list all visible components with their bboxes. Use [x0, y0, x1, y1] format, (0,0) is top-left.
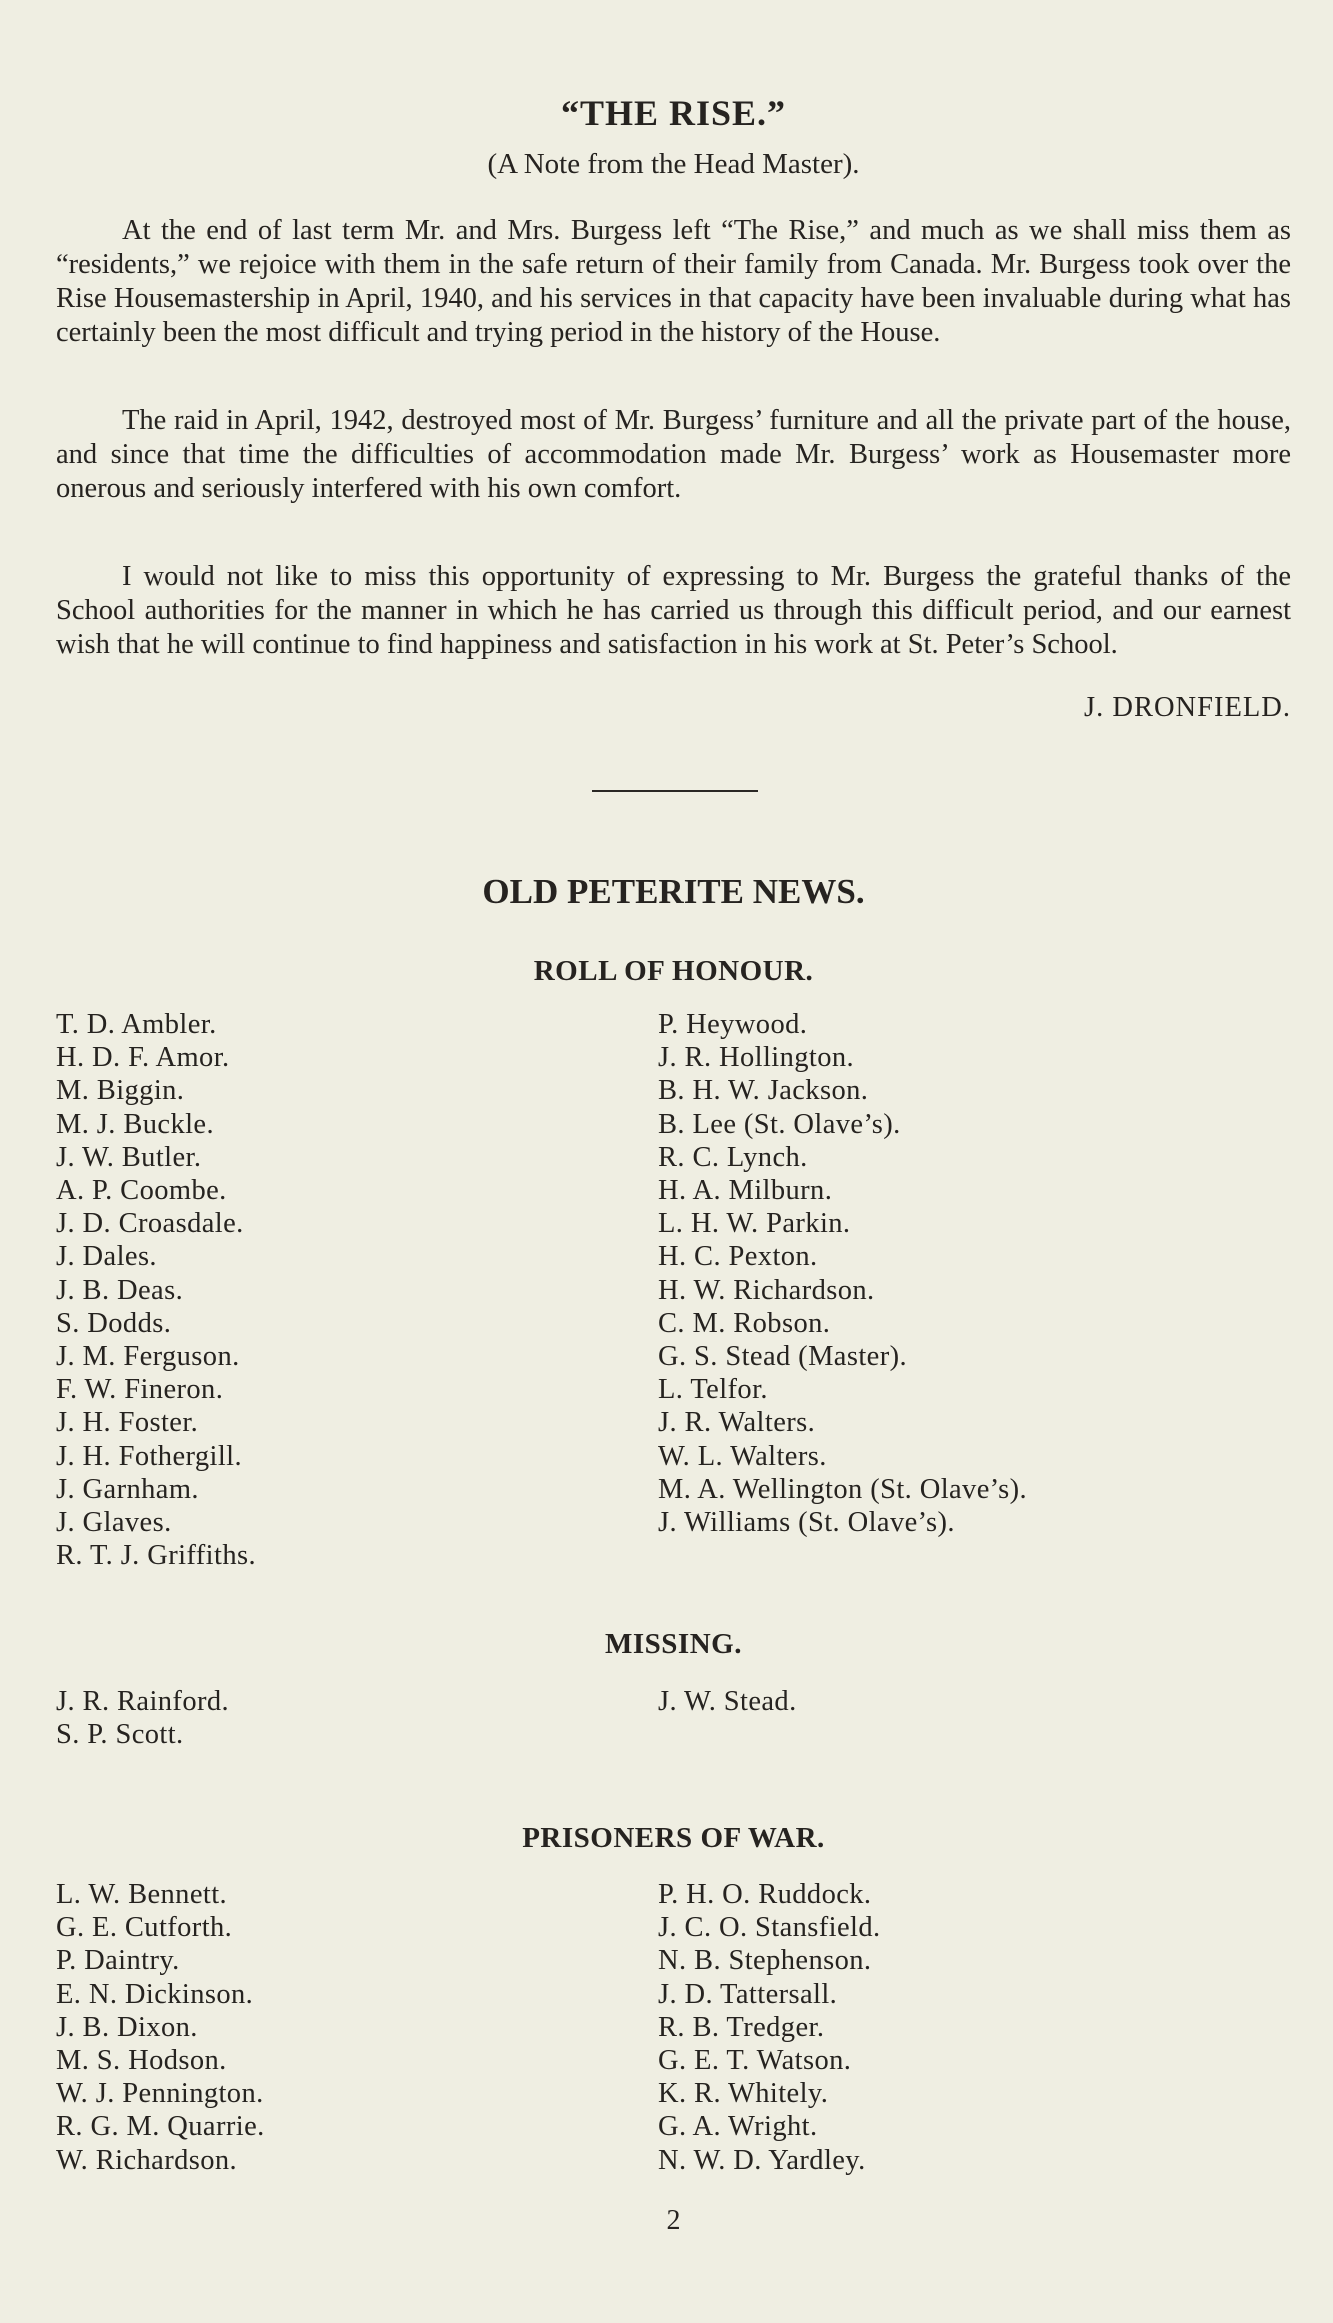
name-entry: P. H. O. Ruddock.: [658, 1879, 872, 1910]
name-entry: R. T. J. Griffiths.: [56, 1540, 256, 1572]
prisoners-of-war-left-column: [56, 1878, 265, 2177]
name-entry: J. M. Ferguson.: [56, 1341, 240, 1373]
page-number: 2: [666, 2205, 681, 2236]
name-entry: A. P. Coombe.: [56, 1175, 227, 1207]
name-entry: T. D. Ambler.: [56, 1009, 217, 1040]
name-entry: J. Glaves.: [56, 1507, 172, 1539]
name-entry: J. D. Croasdale.: [56, 1208, 244, 1240]
name-entry: J. W. Stead.: [658, 1686, 797, 1717]
name-entry: R. C. Lynch.: [658, 1141, 808, 1173]
name-entry: J. D. Tattersall.: [658, 1978, 838, 2010]
rise-signature: J. DRONFIELD.: [1084, 692, 1291, 723]
name-entry: J. Garnham.: [56, 1473, 199, 1505]
roll-of-honour-left-column: [56, 1008, 256, 1572]
name-entry: C. M. Robson.: [658, 1307, 831, 1339]
rise-paragraph-3: I would not like to miss this opportunity of expressing to Mr. Burgess the grateful thanks of the School authorities for the manner in which he has carried us through this difficult period, and our earnest wish that he will continue to find happiness and satisfaction in his work at St. Peter’s School.: [56, 561, 1291, 660]
name-entry: J. B. Deas.: [56, 1274, 184, 1306]
name-entry: H. D. F. Amor.: [56, 1042, 230, 1074]
name-entry: J. R. Rainford.: [56, 1686, 230, 1717]
rise-paragraph-1: At the end of last term Mr. and Mrs. Burgess left “The Rise,” and much as we shall miss them as “residents,” we rejoice with them in the safe return of their family from Canada. Mr. Burgess took over the Rise Housemastership in April, 1940, and his services in that capacity have been invaluable during what has certainly been the most difficult and trying period in the history of the House.: [56, 215, 1291, 348]
missing-heading: MISSING.: [605, 1628, 742, 1660]
name-entry: G. A. Wright.: [658, 2111, 818, 2143]
section-divider: [592, 790, 758, 792]
name-entry: J. Williams (St. Olave’s).: [658, 1507, 955, 1539]
name-entry: L. H. W. Parkin.: [658, 1208, 851, 1240]
name-entry: H. C. Pexton.: [658, 1241, 818, 1273]
name-entry: B. H. W. Jackson.: [658, 1075, 869, 1107]
name-entry: B. Lee (St. Olave’s).: [658, 1108, 901, 1140]
name-entry: F. W. Fineron.: [56, 1374, 224, 1406]
document-page: [56, 0, 1291, 2323]
name-entry: K. R. Whitely.: [658, 2078, 829, 2110]
name-entry: S. Dodds.: [56, 1307, 172, 1339]
name-entry: J. Dales.: [56, 1241, 157, 1273]
name-entry: E. N. Dickinson.: [56, 1978, 254, 2010]
name-entry: J. C. O. Stansfield.: [658, 1912, 881, 1944]
prisoners-of-war-right-column: [658, 1878, 881, 2177]
name-entry: W. Richardson.: [56, 2144, 238, 2176]
name-entry: H. A. Milburn.: [658, 1175, 833, 1207]
name-entry: H. W. Richardson.: [658, 1274, 875, 1306]
rise-subtitle: (A Note from the Head Master).: [487, 148, 860, 180]
name-entry: J. H. Foster.: [56, 1407, 199, 1439]
name-entry: G. S. Stead (Master).: [658, 1341, 908, 1373]
name-entry: J. H. Fothergill.: [56, 1440, 242, 1472]
rise-paragraph-2: The raid in April, 1942, destroyed most of Mr. Burgess’ furniture and all the private part of the house, and since that time the difficulties of accommodation made Mr. Burgess’ work as Housemaster more onerous and seriously interfered with his own comfort.: [56, 405, 1291, 504]
name-entry: G. E. T. Watson.: [658, 2045, 852, 2077]
name-entry: L. W. Bennett.: [56, 1879, 228, 1910]
name-entry: G. E. Cutforth.: [56, 1912, 233, 1944]
roll-of-honour-heading: ROLL OF HONOUR.: [533, 955, 814, 987]
name-entry: S. P. Scott.: [56, 1719, 184, 1751]
name-entry: R. B. Tredger.: [658, 2011, 825, 2043]
name-entry: P. Daintry.: [56, 1945, 180, 1977]
name-entry: J. B. Dixon.: [56, 2011, 198, 2043]
name-entry: N. B. Stephenson.: [658, 1945, 872, 1977]
rise-title: “THE RISE.”: [560, 93, 787, 133]
name-entry: M. S. Hodson.: [56, 2045, 227, 2077]
name-entry: N. W. D. Yardley.: [658, 2144, 866, 2176]
name-entry: W. L. Walters.: [658, 1440, 827, 1472]
name-entry: P. Heywood.: [658, 1009, 808, 1040]
roll-of-honour-right-column: [658, 1008, 1027, 1539]
name-entry: J. W. Butler.: [56, 1141, 202, 1173]
name-entry: M. A. Wellington (St. Olave’s).: [658, 1473, 1027, 1505]
name-entry: R. G. M. Quarrie.: [56, 2111, 265, 2143]
name-entry: W. J. Pennington.: [56, 2078, 264, 2110]
news-title: OLD PETERITE NEWS.: [482, 872, 865, 911]
name-entry: L. Telfor.: [658, 1374, 768, 1406]
prisoners-of-war-heading: PRISONERS OF WAR.: [522, 1822, 825, 1854]
name-entry: J. R. Hollington.: [658, 1042, 855, 1074]
missing-left-column: [56, 1685, 229, 1751]
name-entry: M. J. Buckle.: [56, 1108, 214, 1140]
name-entry: M. Biggin.: [56, 1075, 185, 1107]
missing-right-column: [658, 1685, 797, 1718]
name-entry: J. R. Walters.: [658, 1407, 816, 1439]
